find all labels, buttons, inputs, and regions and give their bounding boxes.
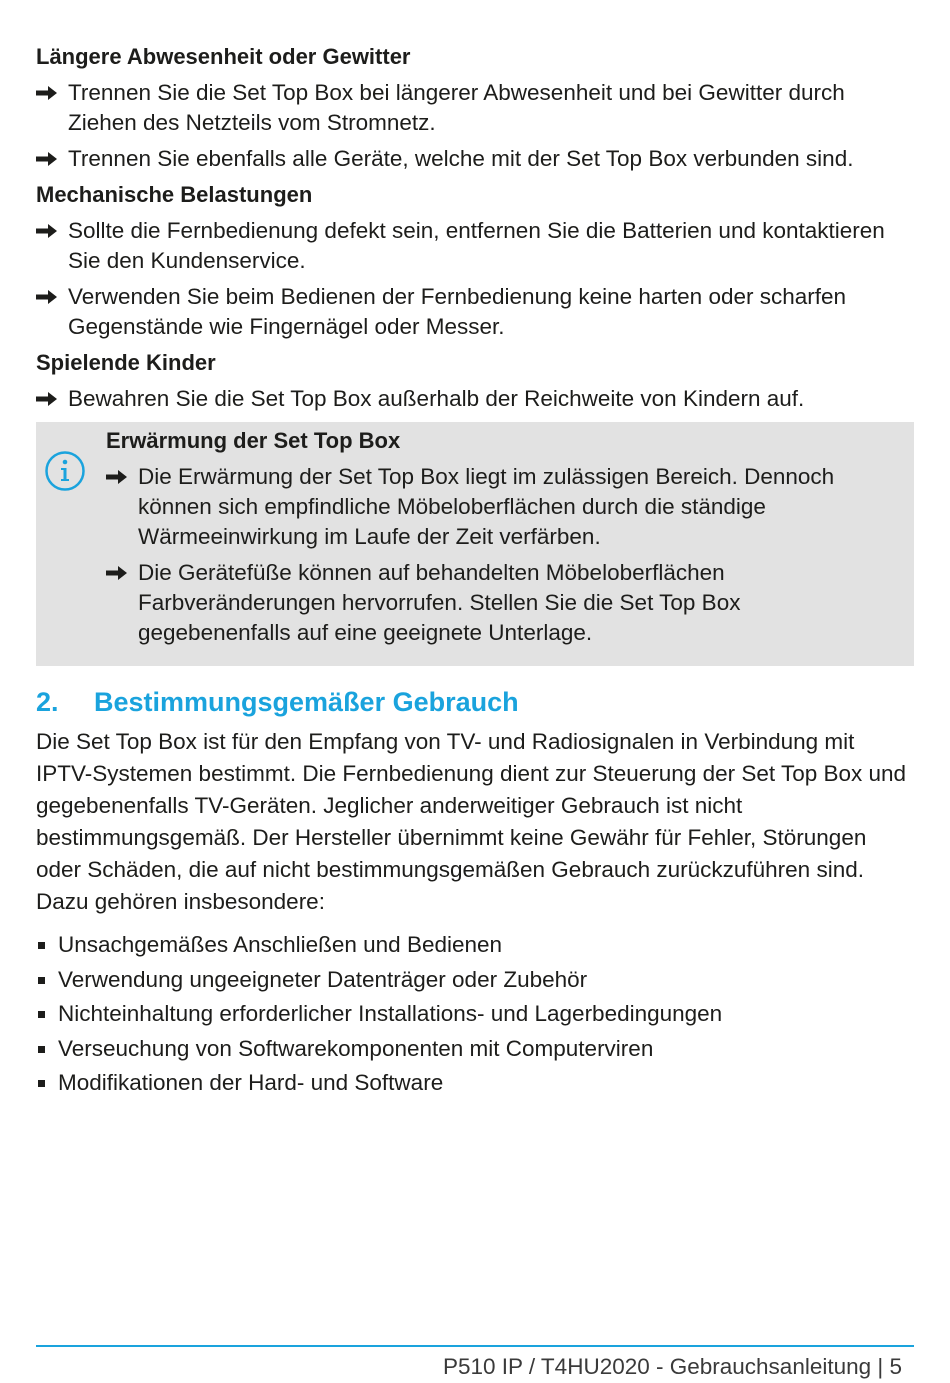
arrow-right-icon (106, 558, 132, 588)
info-icon (44, 450, 86, 492)
list-item-text: Nichteinhaltung erforderlicher Installations- und Lagerbedingungen (58, 1001, 723, 1026)
list-item-text: Verwenden Sie beim Bedienen der Fernbedienung keine harten oder scharfen Gegenstände wie Fingernägel oder Messer. (68, 284, 847, 339)
square-bullet-icon (38, 977, 45, 984)
chapter-heading (36, 682, 914, 722)
arrow-right-icon (106, 462, 132, 492)
list-item-text: Unsachgemäßes Anschließen und Bedienen (58, 932, 503, 957)
list-item-text: Verseuchung von Softwarekomponenten mit Computerviren (58, 1035, 654, 1061)
list-item (36, 963, 914, 998)
list-item-text: Die Gerätefüße können auf behandelten Möbeloberflächen Farbveränderungen hervorrufen. Stellen Sie die Set Top Box gegebenenfalls auf eine geeignete Unterlage. (138, 560, 741, 645)
list-item (36, 1032, 914, 1067)
list-item (36, 997, 914, 1032)
list-item-text: Modifikationen der Hard- und Software (58, 1070, 444, 1095)
arrow-right-icon (36, 216, 62, 246)
square-bullet-icon (38, 1080, 45, 1087)
chapter-title: Bestimmungsgemäßer Gebrauch (94, 687, 519, 717)
section-heading: Mechanische Belastungen (36, 182, 313, 207)
section-children (36, 348, 914, 414)
list-item (106, 558, 890, 648)
arrow-right-icon (36, 144, 62, 174)
info-box (36, 422, 914, 666)
list-item (36, 282, 914, 342)
bullet-list (36, 928, 914, 1101)
list-item-text: Trennen Sie die Set Top Box bei längerer Abwesenheit und bei Gewitter durch Ziehen des Netzteils vom Stromnetz. (68, 80, 845, 135)
chapter-number: 2. (36, 687, 59, 717)
arrow-right-icon (36, 282, 62, 312)
square-bullet-icon (38, 1046, 45, 1053)
list-item (106, 462, 890, 552)
list-item (36, 78, 914, 138)
chapter-paragraph: Die Set Top Box ist für den Empfang von TV- und Radiosignalen in Verbindung mit IPTV-Systemen bestimmt. Die Fernbedienung dient zur Steuerung der Set Top Box und gegebenenfalls TV-Geräten. Jeglicher anderweitiger Gebrauch ist nicht bestimmungsgemäß. Der Hersteller übernimmt keine Gewähr für Fehler, Störungen oder Schäden, die auf nicht bestimmungsgemäßen Gebrauch zurückzuführen sind. Dazu gehören insbesondere: (36, 729, 907, 914)
footer-divider (36, 1345, 914, 1347)
list-item-text: Sollte die Fernbedienung defekt sein, entfernen Sie die Batterien und kontaktieren Sie den Kundenservice. (68, 218, 885, 273)
list-item (36, 384, 914, 414)
page-footer: P510 IP / T4HU2020 - Gebrauchsanleitung | 5 (442, 1354, 902, 1379)
arrow-right-icon (36, 384, 62, 414)
list-item (36, 928, 914, 963)
section-mechanical-stress (36, 180, 914, 342)
page-content (36, 40, 914, 1101)
info-box-heading: Erwärmung der Set Top Box (106, 428, 401, 453)
section-heading: Längere Abwesenheit oder Gewitter (36, 44, 411, 69)
list-item (36, 216, 914, 276)
list-item-text: Verwendung ungeeigneter Datenträger oder Zubehör (58, 966, 588, 992)
square-bullet-icon (38, 1011, 45, 1018)
square-bullet-icon (38, 942, 45, 949)
arrow-right-icon (36, 78, 62, 108)
list-item-text: Trennen Sie ebenfalls alle Geräte, welche mit der Set Top Box verbunden sind. (68, 146, 854, 171)
list-item (36, 144, 914, 174)
list-item-text: Die Erwärmung der Set Top Box liegt im zulässigen Bereich. Dennoch können sich empfindliche Möbeloberflächen durch die ständige Wärmeeinwirkung im Laufe der Zeit verfärben. (138, 464, 835, 549)
list-item-text: Bewahren Sie die Set Top Box außerhalb der Reichweite von Kindern auf. (68, 386, 805, 411)
section-heading: Spielende Kinder (36, 350, 216, 375)
list-item (36, 1066, 914, 1101)
section-absence (36, 42, 914, 174)
